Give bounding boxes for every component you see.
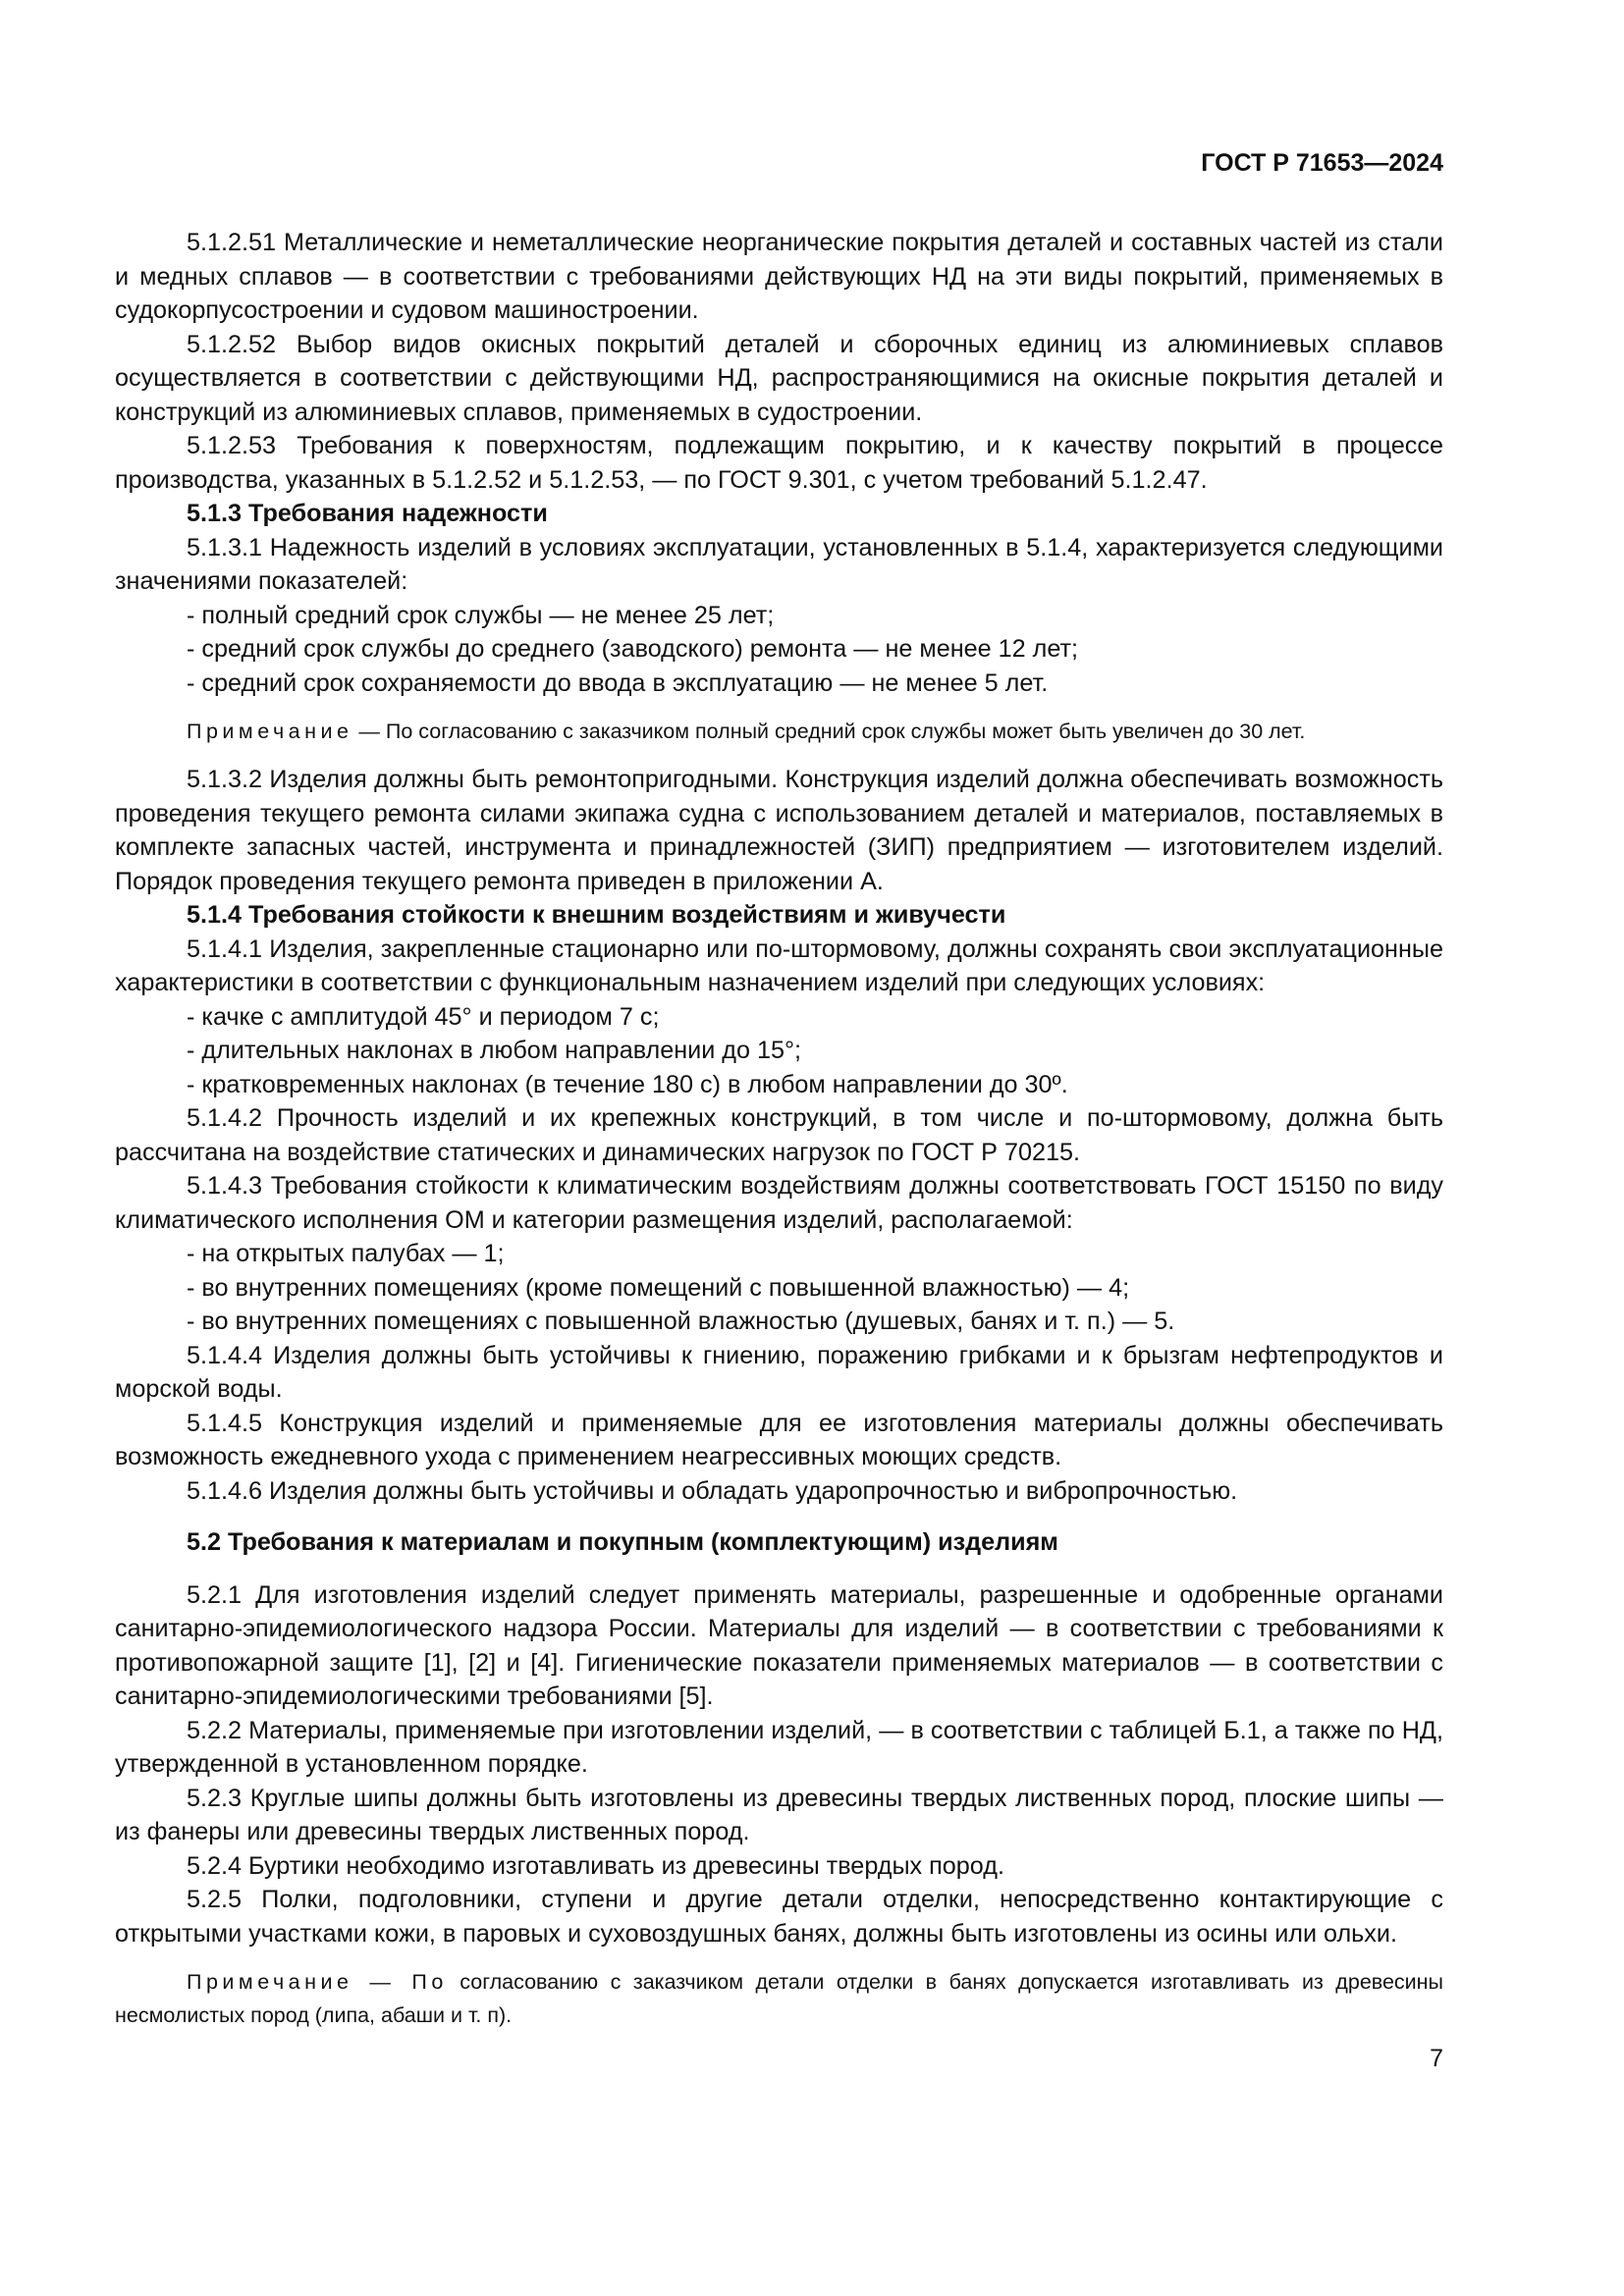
page-number: 7 bbox=[1430, 2045, 1443, 2072]
paragraph: 5.2.4 Буртики необходимо изготавливать из древесины твердых пород. bbox=[187, 1851, 1004, 1880]
section-heading-major: 5.2 Требования к материалам и покупным (комплектующим) изделиям bbox=[187, 1528, 1058, 1556]
note-label: Примечание — По bbox=[187, 1970, 448, 1994]
paragraph: 5.1.4.3 Требования стойкости к климатическим воздействиям должны соответствовать ГОСТ 15150 по виду климатического исполнения ОМ и категории размещения изделий, располагаемой: bbox=[115, 1172, 1443, 1234]
paragraph: 5.1.3.1 Надежность изделий в условиях эксплуатации, установленных в 5.1.4, характеризуется следующими значениями показателей: bbox=[115, 533, 1443, 595]
section-heading: 5.1.3 Требования надежности bbox=[187, 500, 548, 527]
list-item: - полный средний срок службы — не менее 25 лет; bbox=[187, 601, 775, 629]
paragraph: 5.1.4.2 Прочность изделий и их крепежных конструкций, в том числе и по-штормовому, должна быть рассчитана на воздействие статических и динамических нагрузок по ГОСТ Р 70215. bbox=[115, 1104, 1443, 1166]
list-item: - во внутренних помещениях с повышенной влажностью (душевых, банях и т. п.) — 5. bbox=[187, 1308, 1175, 1335]
list-item: - во внутренних помещениях (кроме помещений с повышенной влажностью) — 4; bbox=[187, 1273, 1130, 1302]
document-designation: ГОСТ Р 71653—2024 bbox=[1201, 149, 1443, 177]
paragraph: 5.1.3.2 Изделия должны быть ремонтопригодными. Конструкция изделий должна обеспечивать возможность проведения текущего ремонта силами экипажа судна с использованием деталей и материалов, поставляемых в комплекте запасных частей, инструмента и принадлежностей (ЗИП) предприятием — изготовителем изделий. Порядок проведения текущего ремонта приведен в приложении А. bbox=[115, 766, 1443, 895]
note-paragraph bbox=[115, 715, 1443, 748]
paragraph: 5.2.2 Материалы, применяемые при изготовлении изделий, — в соответствии с таблицей Б.1, а также по НД, утвержденной в установленном порядке. bbox=[115, 1716, 1443, 1778]
paragraph: 5.2.1 Для изготовления изделий следует применять материалы, разрешенные и одобренные органами санитарно-эпидемиологического надзора России. Материалы для изделий — в соответствии с требованиями к противопожарной защите [1], [2] и [4]. Гигиенические показатели применяемых материалов — в соответствии с санитарно-эпидемиологическими требованиями [5]. bbox=[115, 1580, 1443, 1710]
paragraph: 5.1.2.53 Требования к поверхностям, подлежащим покрытию, и к качеству покрытий в процессе производства, указанных в 5.1.2.52 и 5.1.2.53, — по ГОСТ 9.301, с учетом требований 5.1.2.47. bbox=[115, 432, 1443, 494]
list-item: - качке с амплитудой 45° и периодом 7 с; bbox=[187, 1002, 660, 1031]
paragraph: 5.2.5 Полки, подголовники, ступени и другие детали отделки, непосредственно контактирующие с открытыми участками кожи, в паровых и суховоздушных банях, должны быть изготовлены из осины или ольхи. bbox=[115, 1886, 1443, 1948]
document-body bbox=[115, 226, 1443, 2047]
note-label: Примечание bbox=[187, 720, 353, 743]
paragraph: 5.1.2.52 Выбор видов окисных покрытий деталей и сборочных единиц из алюминиевых сплавов осуществляется в соответствии с действующими НД, распространяющимися на окисные покрытия деталей и конструкций из алюминиевых сплавов, применяемых в судостроении. bbox=[115, 330, 1443, 426]
paragraph: 5.1.4.1 Изделия, закрепленные стационарно или по-штормовому, должны сохранять свои эксплуатационные характеристики в соответствии с функциональным назначением изделий при следующих условиях: bbox=[115, 934, 1443, 996]
list-item: - кратковременных наклонах (в течение 180 с) в любом направлении до 30º. bbox=[187, 1070, 1068, 1098]
list-item: - на открытых палубах — 1; bbox=[187, 1240, 505, 1267]
paragraph: 5.1.4.4 Изделия должны быть устойчивы к гниению, поражению грибками и к брызгам нефтепродуктов и морской воды. bbox=[115, 1341, 1443, 1403]
note-paragraph bbox=[115, 1965, 1443, 2032]
paragraph: 5.2.3 Круглые шипы должны быть изготовлены из древесины твердых лиственных пород, плоские шипы — из фанеры или древесины твердых лиственных пород. bbox=[115, 1784, 1443, 1845]
list-item: - длительных наклонах в любом направлении до 15°; bbox=[187, 1037, 802, 1064]
paragraph: 5.1.4.5 Конструкция изделий и применяемые для ее изготовления материалы должны обеспечивать возможность ежедневного ухода с применением неагрессивных моющих средств. bbox=[115, 1409, 1443, 1470]
section-heading: 5.1.4 Требования стойкости к внешним воздействиям и живучести bbox=[187, 901, 1006, 929]
list-item: - средний срок службы до среднего (заводского) ремонта — не менее 12 лет; bbox=[187, 635, 1079, 663]
paragraph: 5.1.4.6 Изделия должны быть устойчивы и обладать ударопрочностью и вибропрочностью. bbox=[187, 1476, 1238, 1505]
note-text: согласованию с заказчиком детали отделки в банях допускается изготавливать из древесины несмолистых пород (липа, абаши и т. п). bbox=[115, 1970, 1443, 2027]
list-item: - средний срок сохраняемости до ввода в эксплуатацию — не менее 5 лет. bbox=[187, 668, 1049, 697]
note-text: — По согласованию с заказчиком полный средний срок службы может быть увеличен до 30 лет. bbox=[352, 720, 1306, 743]
paragraph: 5.1.2.51 Металлические и неметаллические неорганические покрытия деталей и составных частей из стали и медных сплавов — в соответствии с требованиями действующих НД на эти виды покрытий, применяемых в судокорпусостроении и судовом машиностроении. bbox=[115, 229, 1443, 324]
